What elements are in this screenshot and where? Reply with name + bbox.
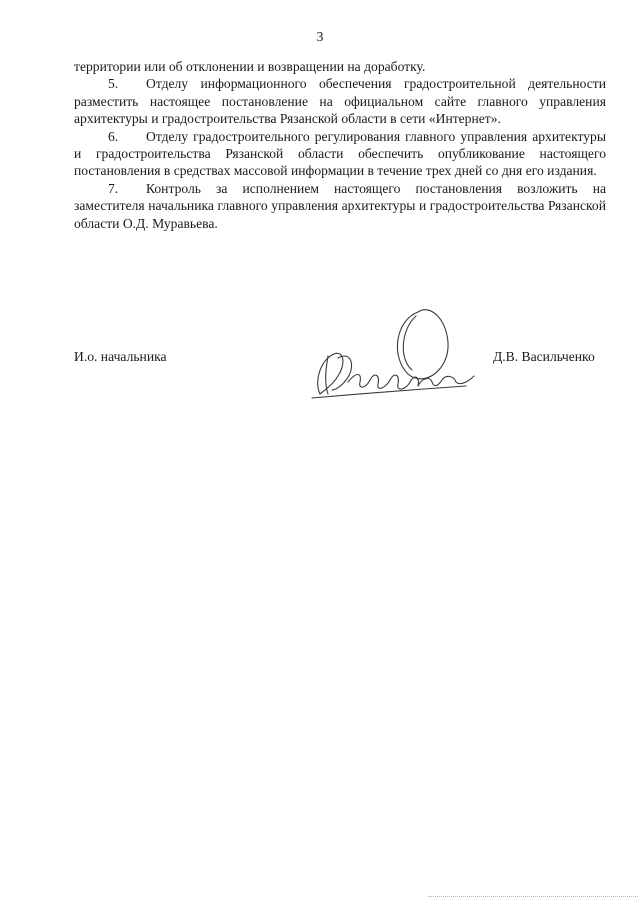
signatory-position: И.о. начальника [74,349,167,364]
paragraph-continuation [74,58,606,75]
signatory-name: Д.В. Васильченко [493,349,595,364]
paragraph-item-6 [74,128,606,180]
document-body [74,58,606,232]
paragraph-number: 7. [108,180,119,196]
paragraph-number: 6. [108,128,119,144]
paragraph-item-5 [74,75,606,127]
page-number: 3 [316,29,324,44]
scan-edge-dots [428,896,638,898]
paragraph-text: Отделу градостроительного регулирования главного управления архитектуры и градостроительства Рязанской области обеспечить опубликование настоящего постановления в средствах массовой информации в течение трех дней со дня его издания. [74,128,606,179]
paragraph-number: 5. [108,76,119,92]
paragraph-text: Отделу информационного обеспечения градостроительной деятельности разместить настоящее постановление на официальном сайте главного управления архитектуры и градостроительства Рязанской области в сети «Интернет». [74,76,606,127]
handwritten-signature [298,298,478,408]
paragraph-item-7 [74,180,606,232]
paragraph-text: Контроль за исполнением настоящего постановления возложить на заместителя начальника главного управления архитектуры и градостроительства Рязанской области О.Д. Муравьева. [74,180,606,231]
paragraph-text: территории или об отклонении и возвращении на доработку. [74,59,426,74]
